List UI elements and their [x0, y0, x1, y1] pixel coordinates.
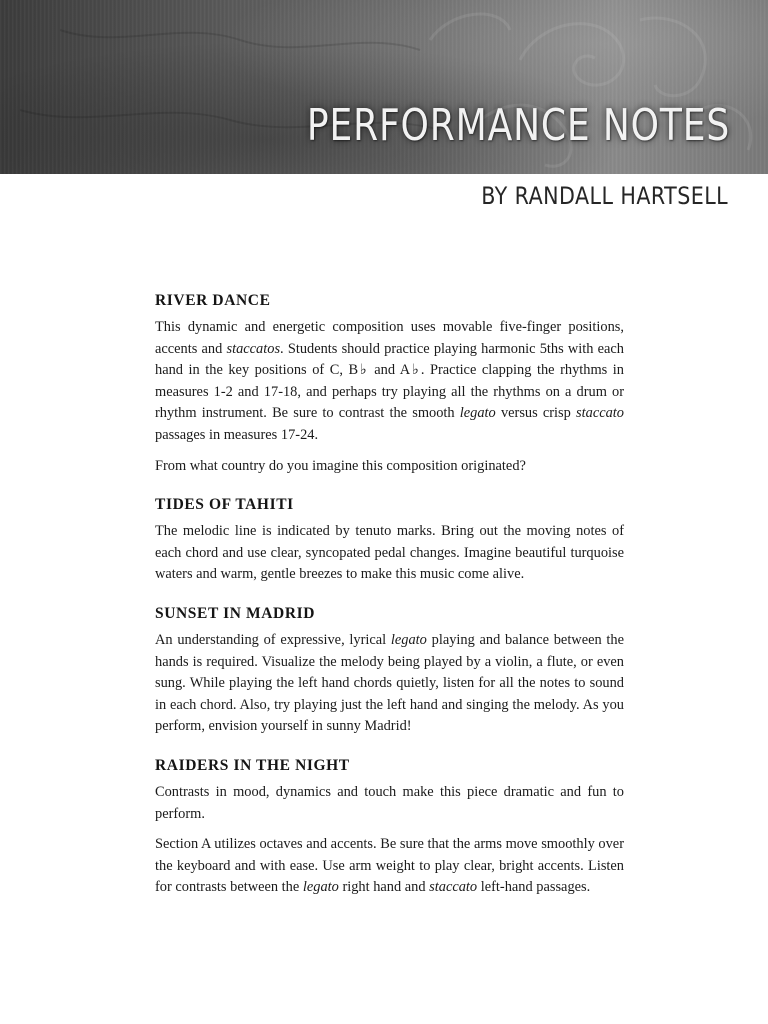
section-paragraph [155, 834, 624, 899]
section-paragraph [155, 521, 624, 586]
text-run: The melodic line is indicated by tenuto marks. Bring out the moving notes of each chord and use clear, syncopated pedal changes. Imagine beautiful turquoise waters and warm, gentle breezes to make this music come alive. [155, 523, 624, 583]
text-run-italic: staccato [429, 879, 478, 896]
text-run: From what country do you imagine this composition originated? [155, 457, 526, 474]
text-run: . Students should practice playing harmonic 5ths with each hand in the key positions of C, B♭ and A♭. Practice clapping the rhythms in measures 1-2 and 17-18, and perhaps try playing all the rhythms on a drum or rhythm instrument. Be sure to contrast the smooth [155, 340, 624, 422]
text-run: versus crisp [495, 405, 577, 422]
section-heading: RIVER DANCE [155, 292, 271, 309]
text-run-italic: legato [302, 879, 339, 896]
text-run: An understanding of expressive, lyrical [155, 631, 391, 648]
author-byline: BY RANDALL HARTSELL [481, 182, 728, 210]
section-sunset-in-madrid [155, 603, 624, 738]
section-heading: RAIDERS IN THE NIGHT [155, 756, 350, 774]
section-raiders-in-the-night [155, 755, 624, 899]
section-paragraph [155, 317, 624, 447]
section-river-dance [155, 290, 624, 477]
text-run: passages in measures 17-24. [155, 426, 319, 443]
section-tides-of-tahiti [155, 494, 624, 586]
text-run-italic: staccatos [226, 340, 281, 357]
page-title: PERFORMANCE NOTES [306, 100, 730, 151]
section-paragraph [155, 782, 624, 825]
text-run: Section A utilizes octaves and accents. Be sure that the arms move smoothly over the keyboard and with ease. Use arm weight to play clear, bright accents. Listen for contrasts between the [155, 836, 624, 896]
section-heading: TIDES OF TAHITI [155, 496, 294, 514]
text-run-italic: legato [459, 405, 496, 422]
section-paragraph [155, 456, 624, 478]
performance-notes-content [155, 290, 624, 916]
text-run: This dynamic and energetic composition uses movable five-finger positions, accents and [155, 319, 624, 357]
section-paragraph [155, 630, 624, 738]
text-run-italic: staccato [576, 405, 624, 422]
text-run: playing and balance between the hands is required. Visualize the melody being played by a violin, a flute, or even sung. While playing the left hand chords quietly, listen for all the notes to sound in each chord. Also, try playing just the left hand and singing the melody. As you perform, envision yourself in sunny Madrid! [155, 631, 624, 735]
header-banner [0, 0, 768, 174]
section-heading: SUNSET IN MADRID [155, 604, 316, 622]
text-run: right hand and [338, 879, 430, 896]
text-run: left-hand passages. [477, 879, 591, 896]
text-run: Contrasts in mood, dynamics and touch make this piece dramatic and fun to perform. [155, 783, 624, 822]
text-run-italic: legato [390, 631, 427, 648]
